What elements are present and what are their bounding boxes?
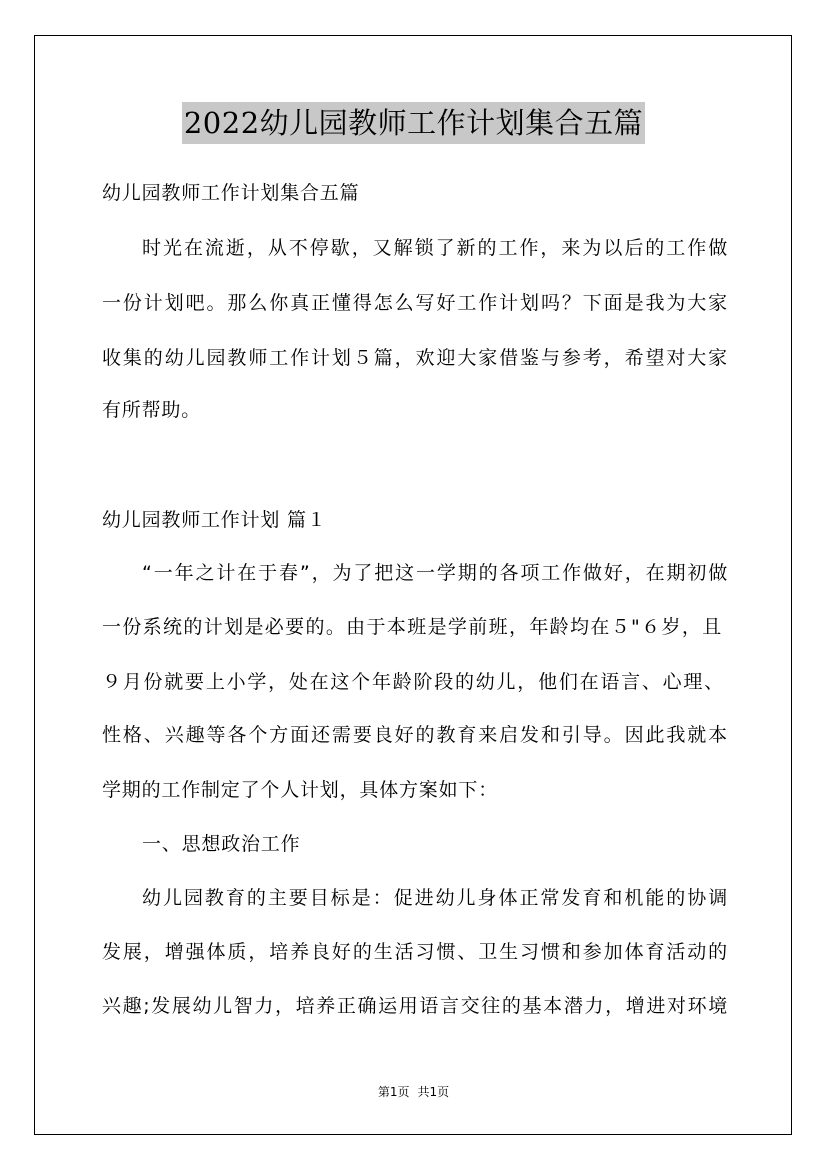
section-heading-plan-1: 幼儿园教师工作计划 篇１ <box>102 509 327 531</box>
paragraph-line: 一份计划吧。那么你真正懂得怎么写好工作计划吗？下面是我为大家 <box>102 292 728 314</box>
section-heading-intro: 幼儿园教师工作计划集合五篇 <box>102 182 360 204</box>
title-container <box>0 102 827 144</box>
page-total: 共1页 <box>417 1085 450 1099</box>
paragraph-line: 收集的幼儿园教师工作计划５篇，欢迎大家借鉴与参考，希望对大家 <box>102 347 728 369</box>
subsection-heading: 一、思想政治工作 <box>142 833 301 855</box>
paragraph-line: 学期的工作制定了个人计划，具体方案如下： <box>102 779 499 801</box>
paragraph-line: 一份系统的计划是必要的。由于本班是学前班，年龄均在５"６岁，且 <box>102 616 722 638</box>
page-number: 第1页 <box>377 1085 410 1099</box>
paragraph-line: “一年之计在于春”，为了把这一学期的各项工作做好，在期初做 <box>142 562 728 584</box>
paragraph-line: 性格、兴趣等各个方面还需要良好的教育来启发和引导。因此我就本 <box>102 724 728 746</box>
paragraph-line: 兴趣;发展幼儿智力，培养正确运用语言交往的基本潜力，增进对环境 <box>102 995 728 1017</box>
page-footer <box>0 1082 827 1102</box>
paragraph-line: 幼儿园教育的主要目标是：促进幼儿身体正常发育和机能的协调 <box>142 887 728 909</box>
paragraph-line: ９月份就要上小学，处在这个年龄阶段的幼儿，他们在语言、心理、 <box>102 671 724 693</box>
paragraph-line: 发展，增强体质，培养良好的生活习惯、卫生习惯和参加体育活动的 <box>102 941 728 963</box>
document-title: 2022幼儿园教师工作计划集合五篇 <box>182 102 645 144</box>
paragraph-line: 有所帮助。 <box>102 399 202 421</box>
paragraph-line: 时光在流逝，从不停歇，又解锁了新的工作，来为以后的工作做 <box>142 237 728 259</box>
